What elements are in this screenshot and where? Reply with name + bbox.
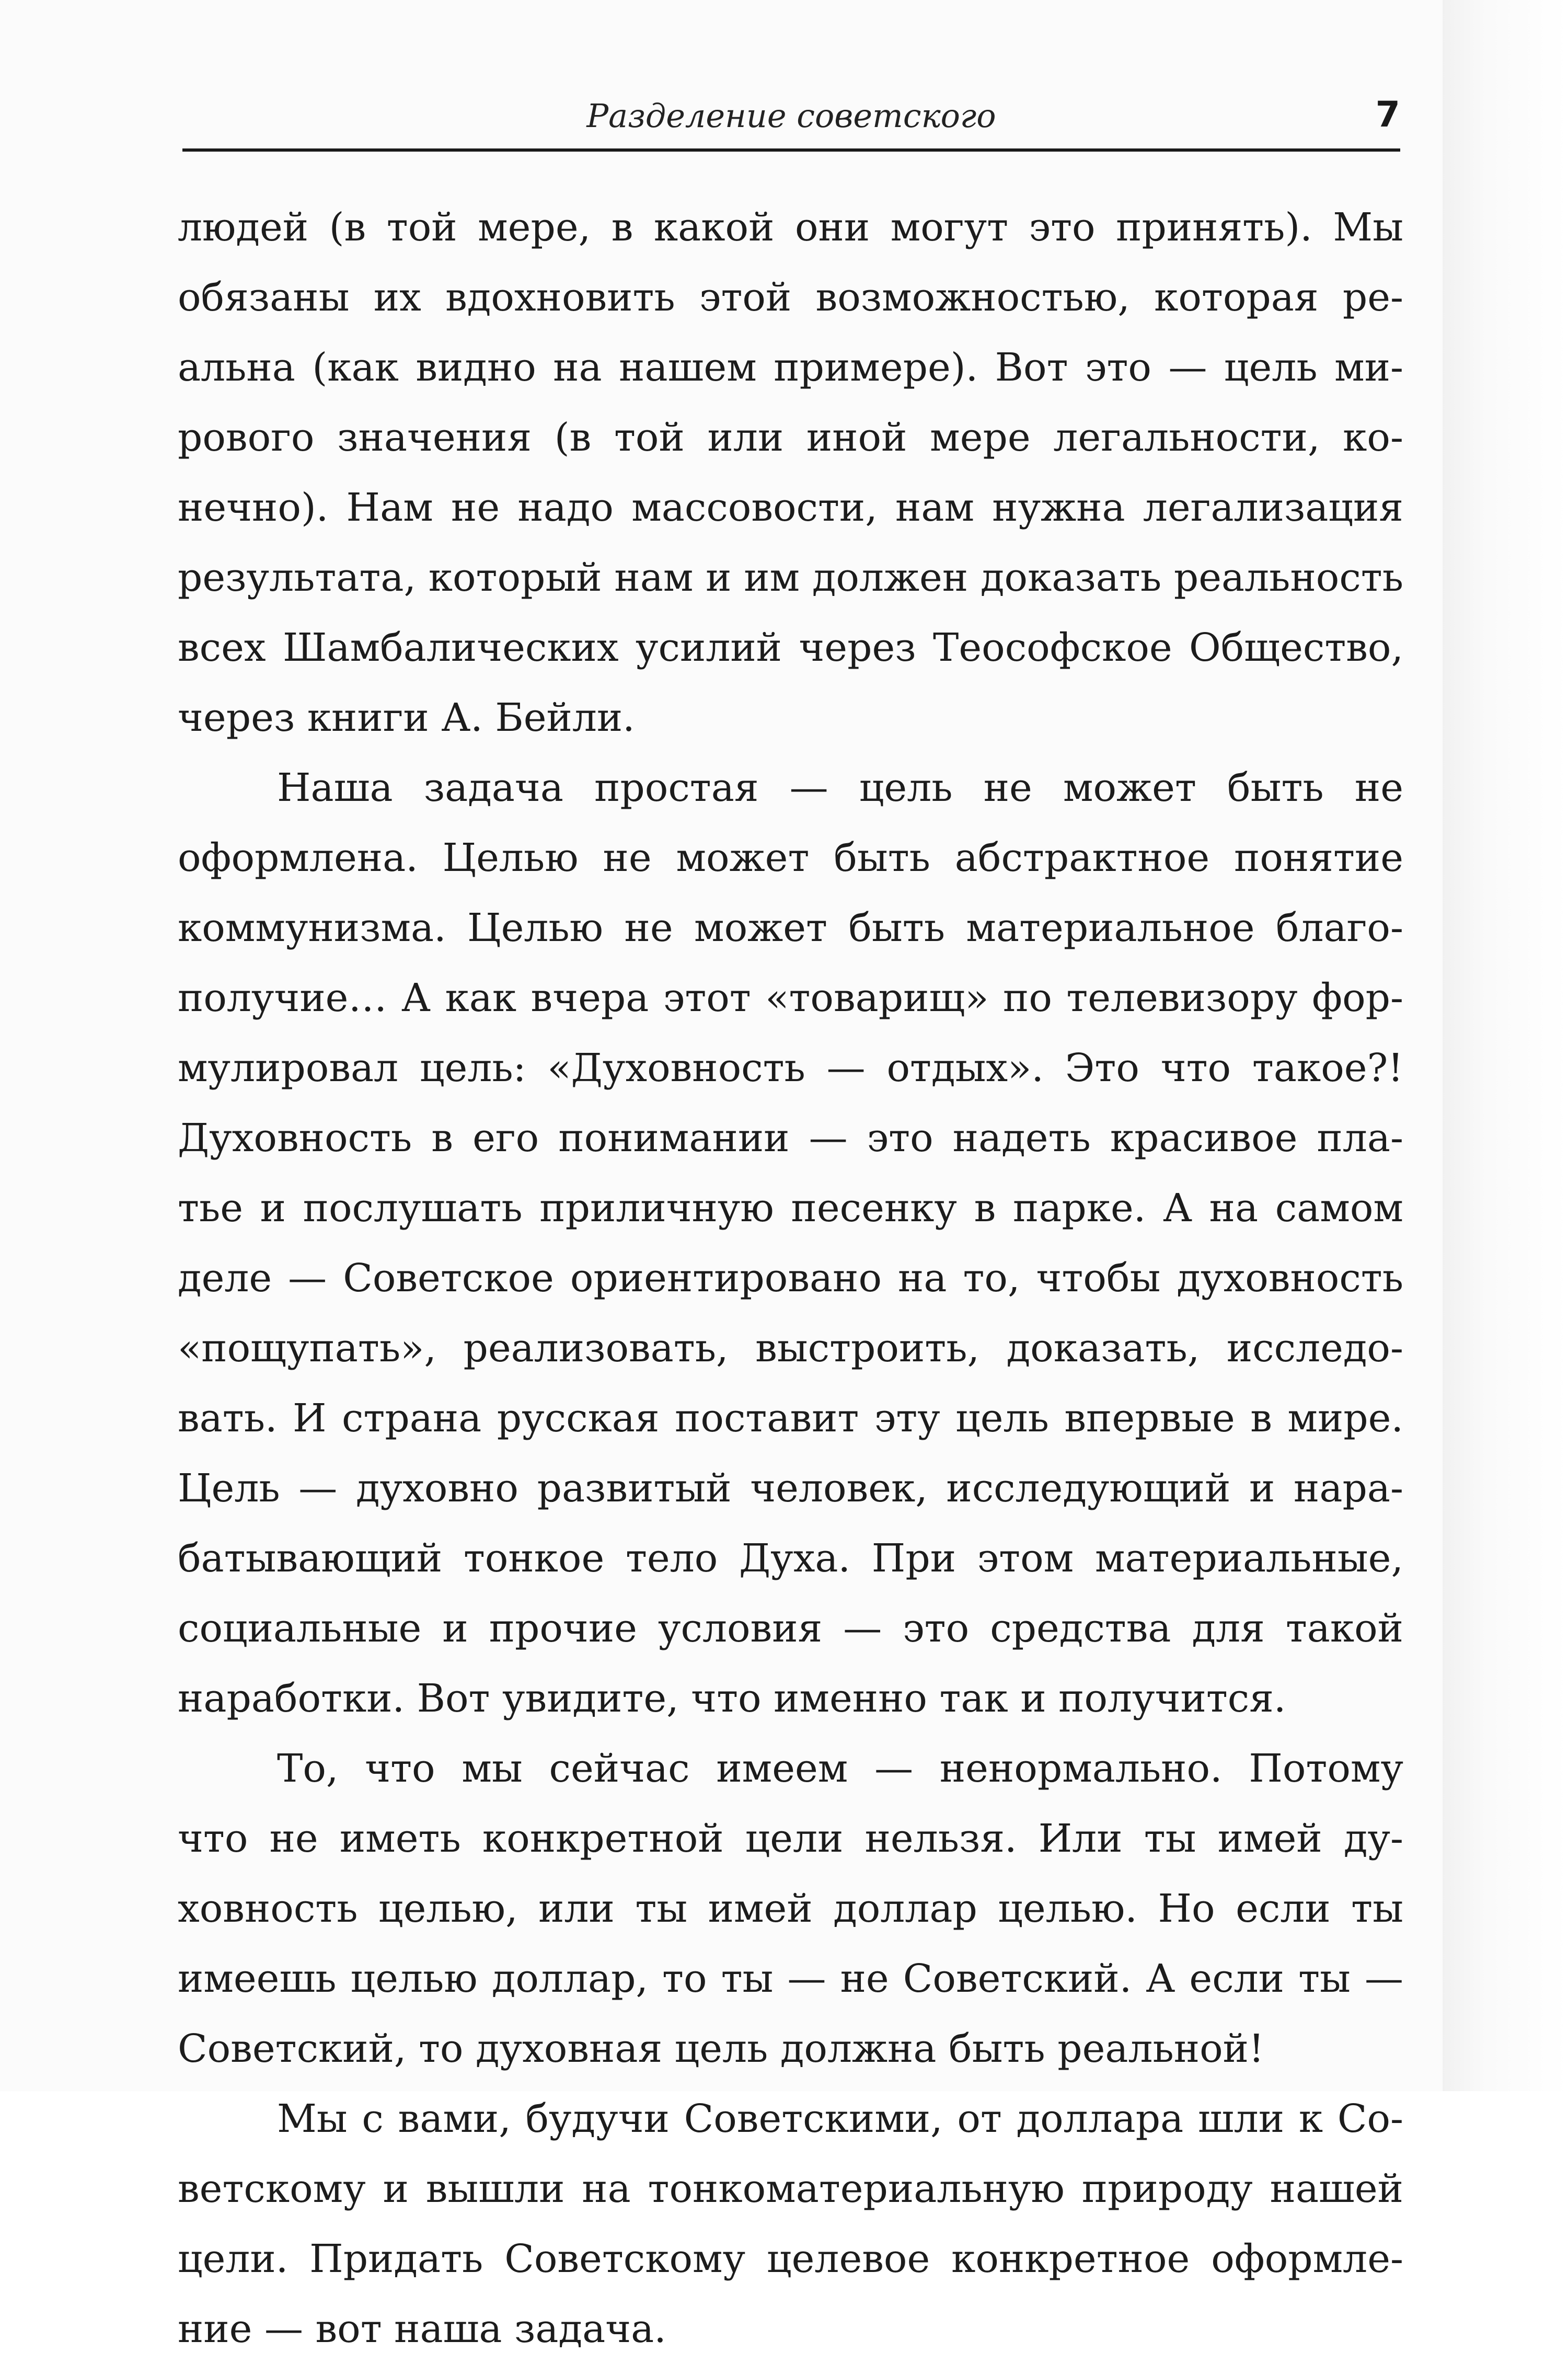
- page-number: 7: [1375, 94, 1400, 135]
- text-line: То, что мы сейчас имеем — ненормально. Потому: [277, 1746, 1403, 1791]
- text-line: Цель — духовно развитый человек, исследующий и нара-: [178, 1466, 1403, 1511]
- text-line: что не иметь конкретной цели нельзя. Или ты имей ду-: [178, 1816, 1403, 1861]
- running-title: Разделение советского: [586, 97, 996, 135]
- text-line: Наша задача простая — цель не может быть не: [277, 765, 1403, 810]
- text-line: Духовность в его понимании — это надеть красивое пла-: [178, 1116, 1403, 1161]
- page-edge: [1443, 0, 1568, 2091]
- text-line: оформлена. Целью не может быть абстрактное понятие: [178, 835, 1403, 880]
- text-line: деле — Советское ориентировано на то, чтобы духовность: [178, 1256, 1403, 1301]
- text-line: «пощупать», реализовать, выстроить, доказать, исследо-: [178, 1326, 1403, 1371]
- text-line: социальные и прочие условия — это средства для такой: [178, 1606, 1403, 1651]
- text-line: Советский, то духовная цель должна быть реальной!: [178, 2026, 1264, 2071]
- header-rule: [182, 148, 1400, 152]
- text-line: мулировал цель: «Духовность — отдых». Это что такое?!: [178, 1046, 1403, 1091]
- text-line: альна (как видно на нашем примере). Вот это — цель ми-: [178, 345, 1403, 390]
- text-line: рового значения (в той или иной мере легальности, ко-: [178, 415, 1403, 460]
- text-line: результата, который нам и им должен доказать реальность: [178, 555, 1403, 600]
- text-line: через книги А. Бейли.: [178, 695, 635, 740]
- text-line: тье и послушать приличную песенку в парке. А на самом: [178, 1186, 1403, 1231]
- text-line: вать. И страна русская поставит эту цель впервые в мире.: [178, 1396, 1403, 1441]
- text-line: всех Шамбалических усилий через Теософское Общество,: [178, 625, 1403, 670]
- text-line: коммунизма. Целью не может быть материальное благо-: [178, 905, 1403, 950]
- text-line: цели. Придать Советскому целевое конкретное оформле-: [178, 2236, 1403, 2281]
- text-line: ние — вот наша задача.: [178, 2306, 666, 2351]
- text-line: Мы с вами, будучи Советскими, от доллара шли к Со-: [277, 2096, 1403, 2141]
- text-line: батывающий тонкое тело Духа. При этом материальные,: [178, 1536, 1403, 1581]
- text-line: имеешь целью доллар, то ты — не Советский. А если ты —: [178, 1956, 1403, 2001]
- body-text: [178, 192, 1403, 2364]
- text-line: обязаны их вдохновить этой возможностью, которая ре-: [178, 275, 1403, 320]
- text-line: ховность целью, или ты имей доллар целью. Но если ты: [178, 1886, 1403, 1931]
- text-line: нечно). Нам не надо массовости, нам нужна легализация: [178, 485, 1403, 530]
- text-line: наработки. Вот увидите, что именно так и получится.: [178, 1676, 1286, 1721]
- text-line: людей (в той мере, в какой они могут это принять). Мы: [178, 205, 1403, 250]
- text-line: ветскому и вышли на тонкоматериальную природу нашей: [178, 2166, 1403, 2211]
- text-line: получие… А как вчера этот «товарищ» по телевизору фор-: [178, 976, 1403, 1020]
- page-header: [182, 78, 1400, 152]
